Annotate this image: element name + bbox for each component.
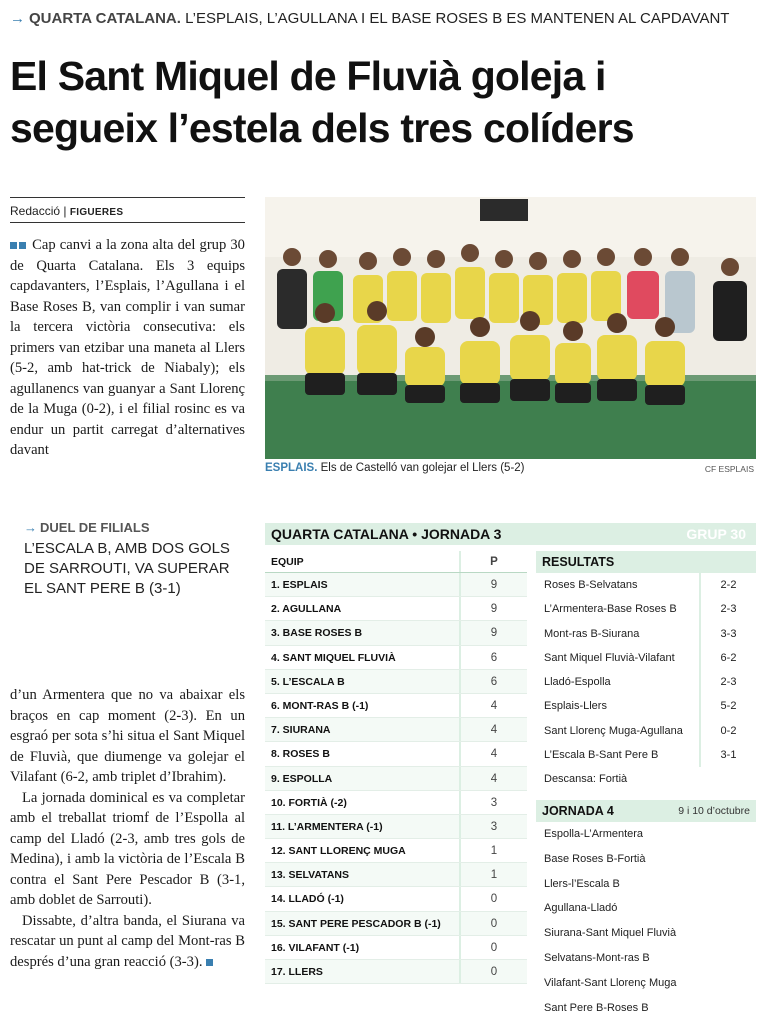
result-match: L’Escala B-Sant Pere B <box>536 743 701 767</box>
team-name: 3. BASE ROSES B <box>265 621 461 644</box>
rest-team-row <box>536 767 756 791</box>
headline: El Sant Miquel de Fluvià goleja i segueix l’estela dels tres colíders <box>10 53 634 151</box>
team-points: 6 <box>490 675 498 688</box>
standings-header-row <box>265 551 527 573</box>
caption-text: Els de Castelló van golejar el Llers (5-2) <box>320 462 525 474</box>
kicker-section: QUARTA CATALANA. <box>29 10 181 27</box>
team-name: 9. ESPOLLA <box>265 767 461 790</box>
league-table-title: QUARTA CATALANA • JORNADA 3 <box>271 526 502 542</box>
result-row <box>536 694 756 718</box>
team-name: 2. AGULLANA <box>265 597 461 620</box>
next-matchday-box <box>536 800 756 1020</box>
next-matchday-dates: 9 i 10 d’octubre <box>678 805 750 817</box>
team-name: 10. FORTIÀ (-2) <box>265 791 461 814</box>
fixture-row: Vilafant-Sant Llorenç Muga <box>544 976 677 989</box>
standings-table <box>265 551 527 984</box>
result-match: L’Armentera-Base Roses B <box>536 597 701 621</box>
team-name: 6. MONT-RAS B (-1) <box>265 694 461 717</box>
byline-location: FIGUERES <box>69 207 124 218</box>
league-table-header <box>265 523 756 545</box>
fixture-row: Sant Pere B-Roses B <box>544 1001 649 1014</box>
table-row <box>265 670 527 694</box>
team-points: 4 <box>490 748 498 761</box>
table-row <box>265 887 527 911</box>
article-body-bottom <box>10 685 245 972</box>
team-name: 16. VILAFANT (-1) <box>265 936 461 959</box>
team-name: 15. SANT PERE PESCADOR B (-1) <box>265 912 461 935</box>
result-score: 3-1 <box>720 749 737 762</box>
team-name: 11. L’ARMENTERA (-1) <box>265 815 461 838</box>
result-row <box>536 670 756 694</box>
paragraph-1: Cap canvi a la zona alta del grup 30 de Quarta Catalana. Els 3 equips capdavanters, l’Esplais, l’Agullana i el Base Roses B, van complir i van sumar la tercera victòria consecutiva: els primers van etzibar una maneta al Llers (5-2, amb hat-trick de Niabaly); els agullanencs van guanyar a Sant Llorenç de la Muga (0-2), i el filial rosinc es va endur un partit carregat d’alternatives davant <box>10 237 245 458</box>
team-points: 1 <box>490 869 498 882</box>
square-end-icon <box>206 959 213 966</box>
photo-credit: CF ESPLAIS <box>704 464 754 474</box>
team-name: 12. SANT LLORENÇ MUGA <box>265 839 461 862</box>
table-row <box>265 742 527 766</box>
team-photo-illustration <box>265 197 756 459</box>
kicker-text: L’ESPLAIS, L’AGULLANA I EL BASE ROSES B ES MANTENEN AL CAPDAVANT <box>185 10 730 27</box>
fixture-row: Selvatans-Mont-ras B <box>544 951 650 964</box>
table-row <box>265 960 527 984</box>
byline-author: Redacció <box>10 204 61 218</box>
result-row <box>536 646 756 670</box>
fixture-row: Espolla-L’Armentera <box>544 828 644 840</box>
team-points: 0 <box>490 893 498 906</box>
result-score: 6-2 <box>720 651 737 664</box>
photo-caption <box>265 462 756 474</box>
results-title: RESULTATS <box>536 551 756 573</box>
result-score: 2-3 <box>720 676 737 689</box>
arrow-right-icon: → <box>24 520 37 535</box>
result-row <box>536 622 756 646</box>
result-score: 0-2 <box>720 724 737 737</box>
kicker <box>10 10 755 27</box>
team-points: 6 <box>490 651 498 664</box>
team-points: 9 <box>490 603 498 616</box>
duel-text: L’ESCALA B, AMB DOS GOLS DE SARROUTI, VA SUPERAR EL SANT PERE B (3-1) <box>24 540 230 597</box>
result-row <box>536 743 756 767</box>
result-row <box>536 719 756 743</box>
team-points: 3 <box>490 796 498 809</box>
team-name: 13. SELVATANS <box>265 863 461 886</box>
result-match: Roses B-Selvatans <box>536 573 701 597</box>
duel-kicker-label: DUEL DE FILIALS <box>40 520 150 535</box>
team-name: 7. SIURANA <box>265 718 461 741</box>
fixture-row: Siurana-Sant Miquel Fluvià <box>544 927 677 940</box>
next-matchday-header <box>536 800 756 822</box>
result-row <box>536 597 756 621</box>
rest-team: Descansa: Fortià <box>544 773 628 786</box>
result-score: 3-3 <box>720 627 737 640</box>
paragraph-4-text: Dissabte, d’altra banda, el Siurana va rescatar un punt al camp del Mont-ras B després d’una gran reacció (3-3). <box>10 912 245 970</box>
table-row <box>265 815 527 839</box>
table-row <box>265 694 527 718</box>
team-name: 8. ROSES B <box>265 742 461 765</box>
team-name: 14. LLADÓ (-1) <box>265 887 461 910</box>
team-points: 9 <box>490 627 498 640</box>
byline: Redacció | FIGUERES <box>10 197 245 223</box>
team-points: 4 <box>490 699 498 712</box>
team-points: 0 <box>490 941 498 954</box>
column-header-team: EQUIP <box>265 551 461 572</box>
team-points: 4 <box>490 772 498 785</box>
result-match: Esplais-Llers <box>536 694 701 718</box>
square-bullet-icon <box>19 242 26 249</box>
fixture-row: Base Roses B-Fortià <box>544 852 646 865</box>
article-body-top <box>10 235 245 461</box>
team-points: 0 <box>490 966 498 978</box>
team-name: 17. LLERS <box>265 960 461 983</box>
result-match: Sant Miquel Fluvià-Vilafant <box>536 646 701 670</box>
result-row <box>536 573 756 597</box>
paragraph-3: La jornada dominical es va completar amb el treballat triomf de l’Espolla al camp del Lladó (2-3, amb tres gols de Medina), i amb la victòria de l’Escala B contra el Sant Pere Pescador B (3-1, amb doblet de Sarrouti). <box>10 789 245 908</box>
league-group: GRUP 30 <box>686 526 746 542</box>
table-row <box>265 767 527 791</box>
team-points: 9 <box>490 579 498 591</box>
team-points: 0 <box>490 917 498 930</box>
paragraph-4 <box>10 911 245 973</box>
next-matchday-title: JORNADA 4 <box>542 804 614 818</box>
team-name: 5. L’ESCALA B <box>265 670 461 693</box>
table-row <box>265 718 527 742</box>
paragraph-2: d’un Armentera que no va abaixar els braços en cap moment (2-3). En un esgraó per sota s’hi situa el Sant Miquel de Fluvià, que diumenge va golejar el Vilafant (6-2, amb triplet d’Ibrahim). <box>10 687 245 785</box>
table-row <box>265 936 527 960</box>
team-points: 4 <box>490 724 498 737</box>
fixture-row: Llers-l’Escala B <box>544 877 620 890</box>
table-row <box>265 597 527 621</box>
team-name: 4. SANT MIQUEL FLUVIÀ <box>265 646 461 669</box>
table-row <box>265 621 527 645</box>
square-bullet-icon <box>10 242 17 249</box>
duel-kicker <box>24 520 245 535</box>
arrow-right-icon: → <box>10 10 25 27</box>
caption-tag: ESPLAIS. <box>265 462 318 474</box>
column-header-points: P <box>490 556 498 568</box>
team-points: 1 <box>490 845 498 858</box>
scoreboard-icon <box>480 199 528 221</box>
table-row <box>265 912 527 936</box>
results-box <box>536 551 756 792</box>
team-photo <box>265 197 756 459</box>
result-score: 2-2 <box>720 579 737 591</box>
result-score: 2-3 <box>720 603 737 616</box>
duel-box <box>10 520 245 599</box>
table-row <box>265 573 527 597</box>
table-row <box>265 863 527 887</box>
result-match: Mont-ras B-Siurana <box>536 622 701 646</box>
result-score: 5-2 <box>720 700 737 713</box>
table-row <box>265 839 527 863</box>
result-match: Sant Llorenç Muga-Agullana <box>536 719 701 743</box>
fixture-row: Agullana-Lladó <box>544 902 618 915</box>
team-points: 3 <box>490 820 498 833</box>
result-match: Lladó-Espolla <box>536 670 701 694</box>
table-row <box>265 646 527 670</box>
table-row <box>265 791 527 815</box>
team-name: 1. ESPLAIS <box>265 573 461 596</box>
